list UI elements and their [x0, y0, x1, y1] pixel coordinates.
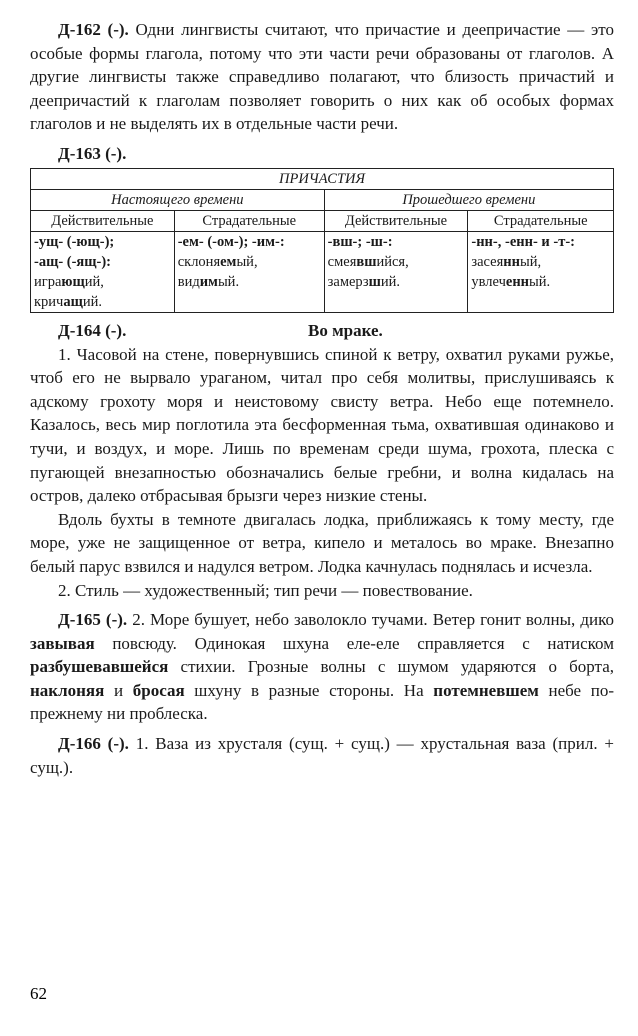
exercise-164-paragraph-3: 2. Стиль — художественный; тип речи — повествование. [58, 580, 473, 600]
suffix: -ущ- (-ющ-); [34, 233, 115, 250]
exercise-162 [30, 18, 614, 136]
example-ending: ийся, [376, 253, 409, 270]
exercise-164-label: Д-164 (-). [58, 320, 127, 340]
col-header: Действительные [324, 210, 468, 231]
text: и [104, 680, 133, 700]
exercise-164-paragraph-1: 1. Часовой на стене, повернувшись спиной к ветру, охватил руками ружье, чтоб его не вырвало ураганом, читал про себя молитвы, прислушиваясь к адскому грохоту моря и неистовому свисту ветра. Небо еще потемнело. Казалось, весь мир поглотила эта бесформенная тьма, охватившая одинаково и тучи, и воздух, и море. Лишь по временам среди шума, грохота, плеска с пугающей внезапностью обозначались белые гребни, и волна кидалась на остров, далеко отбрасывая брызги через низкие стены. [30, 344, 614, 506]
past-tense-header: Прошедшего времени [324, 189, 613, 210]
table-cell [174, 231, 324, 312]
suffix: -ащ- (-ящ-): [34, 253, 112, 270]
example-ending: ый. [217, 273, 240, 290]
exercise-164-title: Во мраке. [308, 320, 383, 340]
example-ending: ий, [84, 273, 104, 290]
table-cell [31, 231, 175, 312]
col-header: Страдательные [174, 210, 324, 231]
example-suffix: енн [505, 273, 530, 290]
highlighted-word: разбушевавшейся [30, 657, 169, 677]
exercise-163-label: Д-163 (-). [58, 143, 127, 163]
example-suffix: ш [368, 273, 381, 290]
example-stem: засея [471, 253, 504, 270]
exercise-164-paragraph-2: Вдоль бухты в темноте двигалась лодка, приближаясь к тому месту, где море, уже не защищенное от ветра, кипело и металось во мраке. Внезапно белый парус взвился и надулся ветром. Лодка качнулась поднялась и исчезла. [30, 509, 614, 576]
example-suffix: ющ [61, 273, 85, 290]
example-ending: ый. [529, 273, 551, 290]
example-suffix: им [199, 273, 218, 290]
col-header: Страдательные [468, 210, 614, 231]
exercise-164-header [30, 319, 614, 343]
highlighted-word: завывая [30, 633, 95, 653]
text: шхуну в разные стороны. На [184, 680, 434, 700]
exercise-165 [30, 608, 614, 726]
col-header: Действительные [31, 210, 175, 231]
exercise-166-text: 1. Ваза из хрусталя (сущ. + сущ.) — хрустальная ваза (прил. + сущ.). [30, 734, 614, 777]
example-ending: ый, [519, 253, 542, 270]
highlighted-word: бросая [132, 680, 185, 700]
exercise-165-label: Д-165 (-). [58, 610, 128, 630]
table-cell [324, 231, 468, 312]
suffix: -нн-, -енн- и -т-: [471, 233, 576, 250]
page-content [30, 18, 614, 779]
example-suffix: ем [220, 253, 237, 270]
present-tense-header: Настоящего времени [31, 189, 325, 210]
text: небе по-прежнему ни проблеска. [30, 680, 614, 724]
table-cell [468, 231, 614, 312]
example-ending: ий. [380, 273, 400, 290]
page-number: 62 [30, 984, 47, 1003]
highlighted-word: потемневшем [433, 680, 539, 700]
text: повсюду. Одинокая шхуна еле-еле справляется с натиском [94, 633, 614, 653]
table-title: ПРИЧАСТИЯ [31, 168, 614, 189]
example-stem: вид [177, 273, 200, 290]
example-stem: склоня [177, 253, 221, 270]
example-ending: ый, [236, 253, 258, 270]
highlighted-word: наклоняя [30, 680, 105, 700]
text: стихии. Грозные волны с шумом ударяются о борта, [168, 657, 614, 677]
example-stem: смея [327, 253, 357, 270]
example-stem: крич [34, 293, 64, 310]
suffix: -вш-; -ш-: [327, 233, 393, 250]
example-stem: увлеч [471, 273, 506, 290]
exercise-163 [30, 142, 614, 166]
text: 2. Море бушует, небо заволокло тучами. Ветер гонит волны, дико [127, 610, 614, 630]
exercise-166-label: Д-166 (-). [58, 734, 129, 754]
example-suffix: вш [356, 253, 377, 270]
exercise-162-text: Одни лингвисты считают, что причастие и деепричастие — это особые формы глагола, потому что эти части речи образованы от глаголов. А другие лингвисты также справедливо полагают, что близость причастий и деепричастий к глаголам позволяет говорить о них как об особых формах глаголов и не выделять их в отдельные части речи. [30, 20, 614, 134]
suffix: -ем- (-ом-); -им-: [177, 233, 285, 250]
exercise-166 [30, 732, 614, 779]
example-suffix: нн [503, 253, 520, 270]
exercise-162-label: Д-162 (-). [58, 20, 129, 39]
participles-table [30, 168, 614, 313]
example-ending: ий. [82, 293, 103, 310]
example-stem: игра [34, 273, 62, 290]
example-stem: замерз [327, 273, 369, 290]
example-suffix: ащ [63, 293, 83, 310]
